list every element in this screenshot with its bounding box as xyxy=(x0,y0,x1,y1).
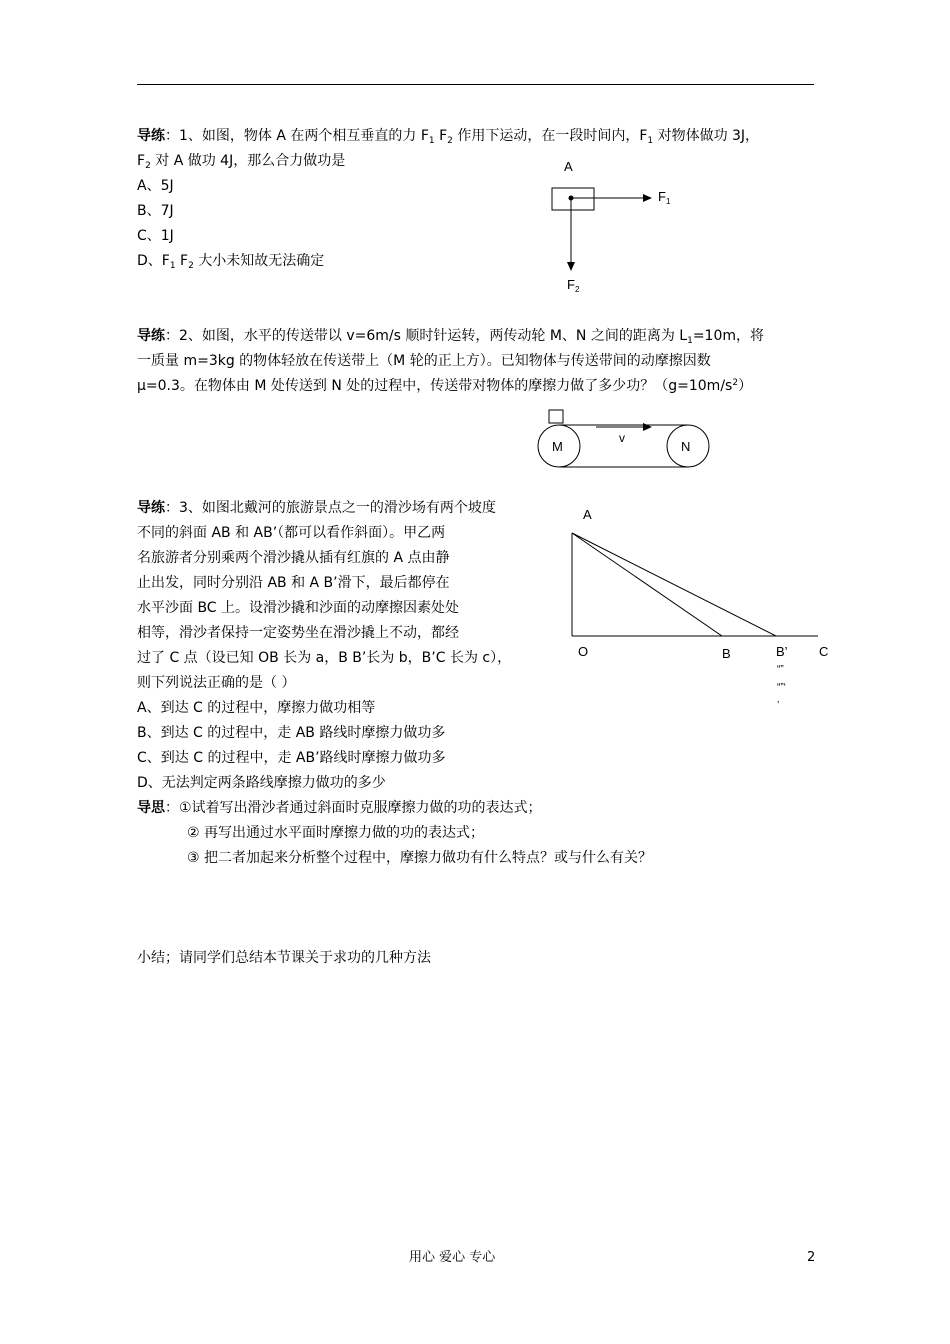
q1-force-diagram xyxy=(540,150,700,300)
q2-label-m: M xyxy=(552,439,563,454)
q3-stray-mark-2: “”‘ xyxy=(777,682,786,693)
q3-stray-mark-3: ’ xyxy=(777,700,780,711)
q3-guide-1: 导思：①试着写出滑沙者通过斜面时克服摩擦力做的功的表达式； xyxy=(137,800,542,816)
q1-line-2: $F_2$ 对 A 做功 4J，那么合力做功是 xyxy=(137,153,346,171)
footer-motto: 用心 爱心 专心 xyxy=(409,1250,496,1265)
q2-label-v: v xyxy=(619,431,625,445)
q3-line-2: 不同的斜面 AB 和 AB’（都可以看作斜面）。甲乙两 xyxy=(137,525,446,541)
q2-conveyor-diagram xyxy=(530,405,720,475)
q3-label-c: C xyxy=(819,644,829,659)
q3-guide-2: ② 再写出通过水平面时摩擦力做的功的表达式； xyxy=(187,825,484,841)
q2-line-1: 导练：2、如图，水平的传送带以 v=6m/s 顺时针运转，两传动轮 M、N 之间的距离为 $L_1=10m$，将 xyxy=(137,328,765,346)
q3-option-d: D、无法判定两条路线摩擦力做功的多少 xyxy=(137,775,386,791)
q3-slope-ab xyxy=(572,533,722,636)
q1-label-f1: $F_1$ xyxy=(658,189,671,206)
q3-label-o: O xyxy=(578,644,589,659)
q2-object-block xyxy=(549,410,563,423)
q3-line-1: 导练：3、如图北戴河的旅游景点之一的滑沙场有两个坡度 xyxy=(137,500,496,516)
q3-line-3: 名旅游者分别乘两个滑沙撬从插有红旗的 A 点由静 xyxy=(137,550,450,566)
q3-line-7: 过了 C 点（设已知 OB 长为 a，B B’长为 b，B’C 长为 c）， xyxy=(137,650,512,666)
q2-lead: 导练 xyxy=(137,328,165,344)
q3-line-4: 止出发，同时分别沿 AB 和 A B’滑下，最后都停在 xyxy=(137,575,450,591)
q1-f2-arrowhead xyxy=(567,262,575,271)
q3-line-8: 则下列说法正确的是（ ） xyxy=(137,675,296,691)
q3-lead: 导练 xyxy=(137,500,165,516)
q1-option-a: A、5J xyxy=(137,178,174,194)
page-number: 2 xyxy=(807,1250,816,1265)
q3-option-b: B、到达 C 的过程中，走 AB 路线时摩擦力做功多 xyxy=(137,725,446,741)
q2-line-3: μ=0.3。在物体由 M 处传送到 N 处的过程中，传送带对物体的摩擦力做了多少功？$(g=10m/s^2)$ xyxy=(137,378,753,394)
q1-f1-arrowhead xyxy=(643,194,652,202)
q3-line-6: 相等，滑沙者保持一定姿势坐在滑沙撬上不动，都经 xyxy=(137,625,459,641)
q1-label-f2: $F_2$ xyxy=(567,277,580,294)
q3-slope-diagram xyxy=(565,500,835,715)
q3-label-a: A xyxy=(583,507,592,522)
q3-label-b-prime: B’ xyxy=(776,644,788,659)
q3-stray-mark-1: “” xyxy=(777,664,784,675)
header-rule xyxy=(137,84,814,85)
q1-line-1: 导练：1、如图，物体 A 在两个相互垂直的力 $F_1$ $F_2$ 作用下运动，在一段时间内，$F_1$ 对物体做功 3J， xyxy=(137,128,760,146)
q2-line-2: 一质量 m=3kg 的物体轻放在传送带上（M 轮的正上方）。已知物体与传送带间的动摩擦因数 xyxy=(137,353,711,369)
q3-slope-ab-prime xyxy=(572,533,776,636)
q1-option-b: B、7J xyxy=(137,203,174,219)
q3-line-5: 水平沙面 BC 上。设滑沙撬和沙面的动摩擦因素处处 xyxy=(137,600,460,616)
q1-option-d: D、$F_1$ $F_2$ 大小未知故无法确定 xyxy=(137,253,325,271)
q3-option-a: A、到达 C 的过程中，摩擦力做功相等 xyxy=(137,700,376,716)
q1-lead: 导练 xyxy=(137,128,165,144)
q3-option-c: C、到达 C 的过程中，走 AB’路线时摩擦力做功多 xyxy=(137,750,446,766)
q1-label-a: A xyxy=(564,159,573,174)
q3-guide-3: ③ 把二者加起来分析整个过程中，摩擦力做功有什么特点？或与什么有关？ xyxy=(187,850,652,866)
q2-velocity-arrowhead xyxy=(643,423,652,431)
q3-label-b: B xyxy=(722,646,731,661)
q2-label-n: N xyxy=(681,439,691,454)
q1-option-c: C、1J xyxy=(137,228,174,244)
q3-guide-lead: 导思 xyxy=(137,800,165,816)
summary-line: 小结；请同学们总结本节课关于求功的几种方法 xyxy=(137,950,431,966)
